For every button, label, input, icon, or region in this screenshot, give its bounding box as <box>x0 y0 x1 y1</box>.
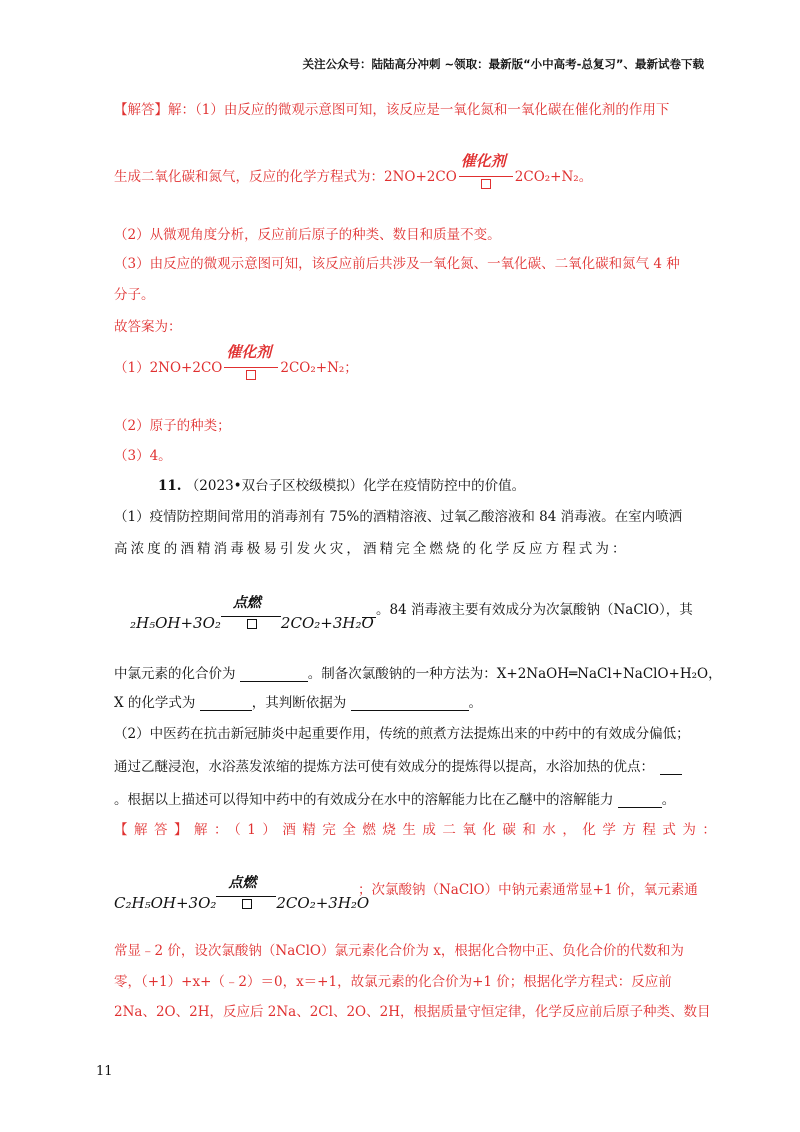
answer-paragraph: 2Na、2O、2H，反应后 2Na、2Cl、2O、2H，根据质量守恒定律，化学反应前后原子种类、数目 <box>114 1004 711 1020</box>
question-paragraph: 中氯元素的化合价为 。制备次氯酸钠的一种方法为：X+2NaOH═NaCl+NaClO+H₂O， <box>114 666 722 682</box>
question-paragraph: 通过乙醚浸泡，水浴蒸发浓缩的提炼方法可使有效成分的提炼得以提高，水浴加热的优点： <box>114 755 682 775</box>
answer-blank[interactable] <box>351 709 469 711</box>
answer-paragraph: （2）从微观角度分析，反应前后原子的种类、数目和质量不变。 <box>114 227 501 243</box>
answer-paragraph: 【解答】解：（1）由反应的微观示意图可知，该反应是一氧化氮和一氧化碳在催化剂的作用下 <box>114 102 670 118</box>
question-paragraph: 。84 消毒液主要有效成分为次氯酸钠（NaClO），其 <box>362 598 693 618</box>
answer-blank[interactable] <box>618 806 662 808</box>
question-paragraph: X 的化学式为 ，其判断依据为 。 <box>114 695 482 711</box>
answer-paragraph: （3）由反应的微观示意图可知，该反应前后共涉及一氧化氮、一氧化碳、二氧化碳和氮气 4 种 <box>114 256 680 272</box>
answer-blank[interactable] <box>240 680 308 682</box>
catalyst-arrow: 催化剂 <box>224 355 278 377</box>
answer-paragraph: 故答案为： <box>114 319 182 335</box>
combustion-equation: ₂H₅OH+3O₂ 点燃 2CO₂+3H₂O <box>130 595 374 632</box>
question-paragraph: 。根据以上描述可以得知中药中的有效成分在水中的溶解能力比在乙醚中的溶解能力 。 <box>114 792 676 808</box>
ignition-arrow: 点燃 <box>221 610 281 630</box>
answer-blank[interactable] <box>660 773 682 775</box>
catalyst-arrow: 催化剂 <box>459 164 513 186</box>
answer-paragraph: 【解答】解：（1）酒精完全燃烧生成二氧化碳和水，化学方程式为： <box>114 822 723 838</box>
answer-label: 【解答】 <box>114 822 194 838</box>
answer-paragraph: （3）4。 <box>114 448 172 464</box>
answer-blank[interactable] <box>200 709 252 711</box>
question-paragraph: （2）中医药在抗击新冠肺炎中起重要作用，传统的煎煮方法提炼出来的中药中的有效成分偏低； <box>114 726 690 742</box>
answer-paragraph: 分子。 <box>114 287 155 303</box>
combustion-equation: C₂H₅OH+3O₂ 点燃 2CO₂+3H₂O <box>114 875 370 912</box>
question-title: 11. （2023•双台子区校级模拟）化学在疫情防控中的价值。 <box>158 478 526 494</box>
answer-paragraph: 零，（+1）+x+（﹣2）＝0，x＝+1，故氯元素的化合价为+1 价；根据化学方程式：反应前 <box>114 974 672 990</box>
page-number: 11 <box>96 1064 113 1079</box>
answer-equation-line: （1）2NO+2CO 催化剂 2CO₂+N₂； <box>114 355 358 377</box>
question-paragraph: （1）疫情防控期间常用的消毒剂有 75%的酒精溶液、过氧乙酸溶液和 84 消毒液。在室内喷洒 <box>114 509 683 525</box>
answer-blank[interactable] <box>362 616 376 618</box>
answer-paragraph: （2）原子的种类； <box>114 418 231 434</box>
page-header: 关注公众号：陆陆高分冲刺 ~领取：最新版“小中高考-总复习”、最新试卷下载 <box>302 57 704 71</box>
answer-equation-line: 生成二氧化碳和氮气，反应的化学方程式为：2NO+2CO 催化剂 2CO₂+N₂。 <box>114 164 592 186</box>
answer-label: 【解答】 <box>114 102 168 118</box>
answer-paragraph: 常显﹣2 价，设次氯酸钠（NaClO）氯元素化合价为 x，根据化合物中正、负化合价的代数和为 <box>114 943 684 959</box>
ignition-arrow: 点燃 <box>216 890 276 910</box>
question-paragraph: 高浓度的酒精消毒极易引发火灾，酒精完全燃烧的化学反应方程式为： <box>114 541 629 557</box>
answer-paragraph: ；次氯酸钠（NaClO）中钠元素通常显+1 价，氧元素通 <box>358 882 698 898</box>
